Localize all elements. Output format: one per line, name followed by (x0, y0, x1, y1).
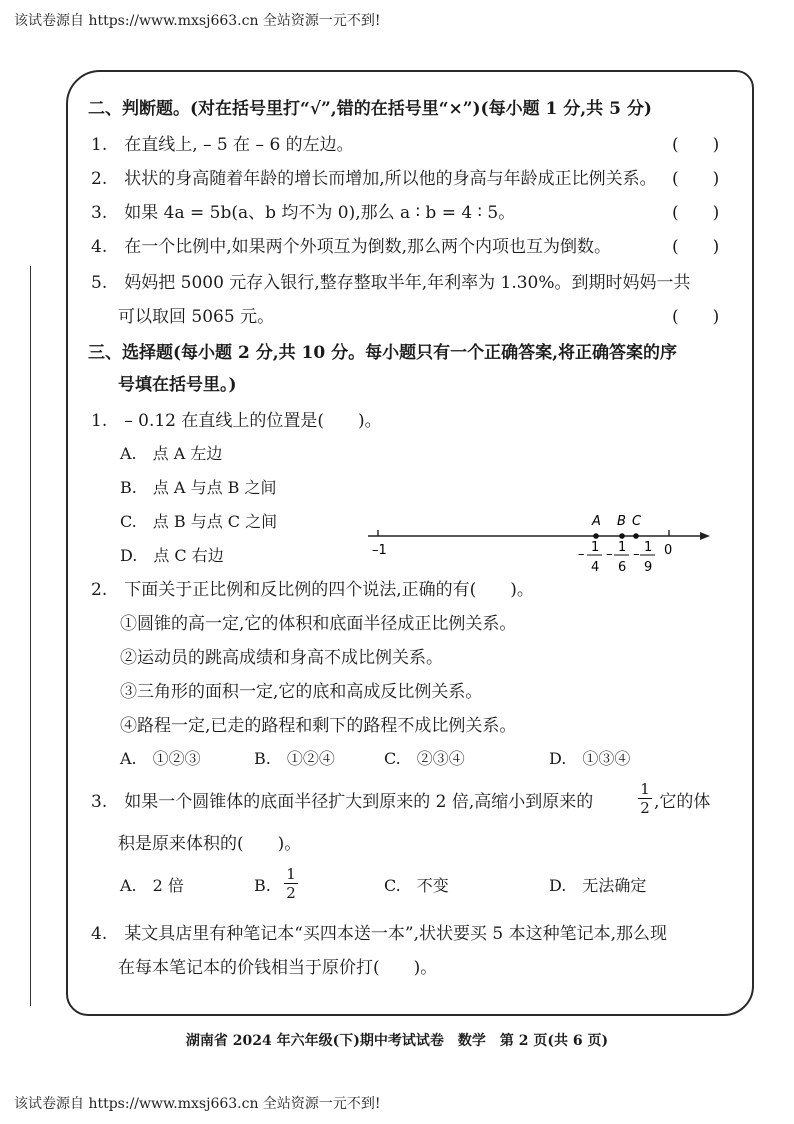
answer-paren: ( ) (672, 135, 720, 155)
fraction-numerator: 1 (640, 780, 650, 798)
page-footer: 湖南省 2024 年六年级(下)期中考试试卷 数学 第 2 页(共 6 页) (185, 1033, 609, 1049)
section-3-title-line1: 三、选择题(每小题 2 分,共 10 分。每小题只有一个正确答案,将正确答案的序 (88, 343, 678, 363)
minus-sign-2: – (606, 547, 613, 562)
answer-paren: ( ) (672, 203, 720, 223)
choice-q3-option-d: D. 无法确定 (549, 876, 647, 895)
judge-q4: 4. 在一个比例中,如果两个外项互为倒数,那么两个内项也互为倒数。 (91, 237, 612, 257)
minus-sign-1: – (578, 547, 585, 562)
choice-q4-stem-line1: 4. 某文具店里有种笔记本“买四本送一本”,状状要买 5 本这种笔记本,那么现 (91, 924, 668, 944)
choice-q1-stem: 1. – 0.12 在直线上的位置是( )。 (91, 411, 382, 431)
choice-q3-stem-line2: 积是原来体积的( )。 (118, 834, 302, 854)
choice-q3-stem-line1: 3. 如果一个圆锥体的底面半径扩大到原来的 2 倍,高缩小到原来的 (91, 792, 594, 812)
answer-paren: ( ) (672, 169, 720, 189)
fraction-3-denominator: 9 (644, 560, 653, 575)
judge-q1: 1. 在直线上, – 5 在 – 6 的左边。 (91, 135, 354, 155)
choice-q2-option-c: C. ②③④ (384, 749, 465, 768)
fraction-denominator: 2 (286, 884, 296, 902)
point-a-label: A (592, 514, 601, 529)
choice-q3-option-b: B. (254, 876, 271, 895)
point-c-dot (633, 533, 639, 539)
fraction-denominator: 2 (640, 799, 650, 817)
fraction-1-denominator: 4 (591, 560, 600, 575)
minus-sign-3: – (633, 547, 640, 562)
judge-q2: 2. 状状的身高随着年龄的增长而增加,所以他的身高与年龄成正比例关系。 (91, 169, 657, 189)
choice-q2-option-b: B. ①②④ (254, 749, 335, 768)
choice-q2-statement-3: ③三角形的面积一定,它的底和高成反比例关系。 (120, 682, 483, 702)
fraction-3-numerator: 1 (644, 540, 653, 555)
point-b-dot (619, 533, 625, 539)
section-2-title: 二、判断题。(对在括号里打“√”,错的在括号里“×”)(每小题 1 分,共 5 分) (88, 99, 652, 119)
section-3-title-line2: 号填在括号里。) (118, 375, 237, 395)
choice-q2-statement-2: ②运动员的跳高成绩和身高不成比例关系。 (120, 648, 443, 668)
judge-q5-line2: 可以取回 5065 元。 (118, 307, 275, 327)
point-a-dot (593, 533, 599, 539)
choice-q1-option-d: D. 点 C 右边 (120, 546, 224, 565)
answer-paren: ( ) (672, 237, 720, 257)
judge-q3: 3. 如果 4a = 5b(a、b 均不为 0),那么 a ∶ b = 4 ∶ 5。 (91, 203, 516, 223)
margin-line (30, 266, 31, 1006)
choice-q2-option-d: D. ①③④ (549, 749, 631, 768)
watermark-bottom: 该试卷源自 https://www.mxsj663.cn 全站资源一元不到! (14, 1096, 381, 1112)
arrow-icon (700, 532, 710, 540)
choice-q4-stem-line2: 在每本笔记本的价钱相当于原价打( )。 (118, 958, 438, 978)
choice-q3-option-c: C. 不变 (384, 876, 449, 895)
choice-q2-option-a: A. ①②③ (120, 749, 201, 768)
choice-q1-option-c: C. 点 B 与点 C 之间 (120, 512, 278, 531)
fraction-numerator: 1 (286, 865, 296, 883)
choice-q2-statement-4: ④路程一定,已走的路程和剩下的路程不成比例关系。 (120, 716, 517, 736)
choice-q3-option-a: A. 2 倍 (120, 876, 184, 895)
tick-label-minus-one: –1 (372, 543, 387, 558)
choice-q2-stem: 2. 下面关于正比例和反比例的四个说法,正确的有( )。 (91, 580, 534, 600)
fraction-1-numerator: 1 (591, 540, 600, 555)
fraction-2-denominator: 6 (618, 560, 627, 575)
fraction-one-half (638, 781, 652, 816)
tick-label-zero: 0 (664, 543, 673, 558)
watermark-top: 该试卷源自 https://www.mxsj663.cn 全站资源一元不到! (14, 13, 381, 29)
point-b-label: B (617, 514, 626, 529)
choice-q3-stem-tail: ,它的体 (654, 792, 711, 812)
number-line-figure (360, 508, 720, 580)
answer-paren: ( ) (672, 307, 720, 327)
option-b-fraction (284, 866, 298, 901)
judge-q5-line1: 5. 妈妈把 5000 元存入银行,整存整取半年,年利率为 1.30%。到期时妈妈一共 (91, 273, 691, 293)
choice-q2-statement-1: ①圆锥的高一定,它的体积和底面半径成正比例关系。 (120, 614, 517, 634)
point-c-label: C (632, 514, 642, 529)
choice-q1-option-b: B. 点 A 与点 B 之间 (120, 478, 277, 497)
fraction-2-numerator: 1 (618, 540, 627, 555)
choice-q1-option-a: A. 点 A 左边 (120, 444, 223, 463)
